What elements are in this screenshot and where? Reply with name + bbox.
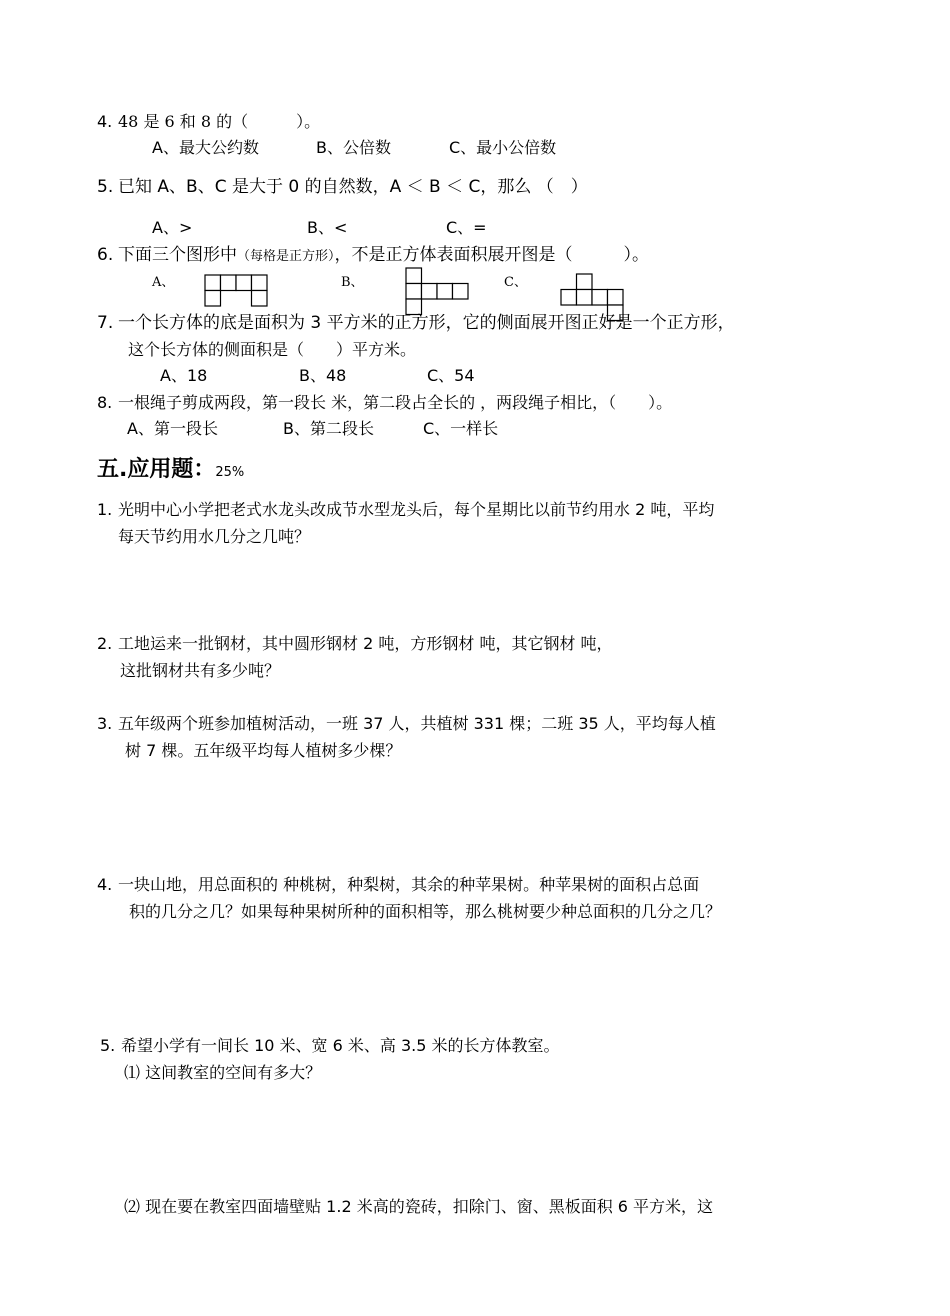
application-4-line2: 积的几分之几？如果每种果树所种的面积相等，那么桃树要少种总面积的几分之几？ [129,902,722,921]
application-3-number: 3. [97,714,113,733]
question-4-number: 4. [97,112,113,131]
question-8-option-a: A、第一段长 [127,419,218,438]
question-6-label-b: B、 [341,275,364,290]
application-4-line1: 一块山地，用总面积的 种桃树，种梨树，其余的种苹果树。种苹果树的面积占总面 [118,875,700,894]
application-4-number: 4. [97,875,113,894]
question-8-number: 8. [97,393,113,412]
question-8-option-b: B、第二段长 [283,419,374,438]
question-6-label-a: A、 [152,275,175,290]
question-5-option-a: A、> [152,218,193,237]
net-figure-a [205,275,269,307]
application-1-line2: 每天节约用水几分之几吨？ [118,527,311,546]
question-8-option-c: C、一样长 [423,419,499,438]
application-1-line1: 光明中心小学把老式水龙头改成节水型龙头后，每个星期比以前节约用水 2 吨，平均 [118,500,715,519]
section-5-weight: 25% [215,465,245,480]
application-2-line2: 这批钢材共有多少吨？ [120,661,281,680]
application-5-sub2: ⑵ 现在要在教室四面墙壁贴 1.2 米高的瓷砖，扣除门、窗、黑板面积 6 平方米，这 [124,1197,714,1216]
application-2-number: 2. [97,634,113,653]
question-7-stem-line2: 这个长方体的侧面积是（ ）平方米。 [128,340,417,359]
question-6-stem: 下面三个图形中（每格是正方形），不是正方体表面积展开图是（ ）。 [118,245,650,265]
question-7-stem: 一个长方体的底是面积为 3 平方米的正方形，它的侧面展开图正好是一个正方形， [118,313,735,333]
question-4-stem: 48 是 6 和 8 的（ ）。 [118,112,321,131]
question-5-number: 5. [97,177,114,197]
net-figure-b [406,268,470,316]
question-7-number: 7. [97,313,114,333]
question-7-option-a: A、18 [160,366,208,385]
section-5-heading: 五.应用题：25% [97,457,245,482]
question-7-option-c: C、54 [427,366,475,385]
question-5-option-c: C、= [446,218,487,237]
question-8-stem: 一根绳子剪成两段，第一段长 米，第二段占全长的 ，两段绳子相比，（ ）。 [118,393,673,412]
application-5-line1: 希望小学有一间长 10 米、宽 6 米、高 3.5 米的长方体教室。 [121,1036,560,1055]
question-5-stem: 已知 A、B、C 是大于 0 的自然数，A ＜ B ＜ C，那么 （ ） [118,177,588,197]
application-3-line2: 树 7 棵。五年级平均每人植树多少棵？ [125,741,402,760]
question-4-option-c: C、最小公倍数 [449,138,557,157]
question-6-number: 6. [97,245,114,265]
question-6-label-c: C、 [504,275,527,290]
question-7-option-b: B、48 [299,366,347,385]
question-4-option-b: B、公倍数 [316,138,391,157]
application-2-line1: 工地运来一批钢材，其中圆形钢材 2 吨，方形钢材 吨，其它钢材 吨， [118,634,613,653]
application-3-line1: 五年级两个班参加植树活动，一班 37 人，共植树 331 棵；二班 35 人，平均每人植 [118,714,716,733]
application-1-number: 1. [97,500,113,519]
question-5-option-b: B、< [307,218,348,237]
application-5-number: 5. [100,1036,116,1055]
application-5-sub1: ⑴ 这间教室的空间有多大？ [124,1063,322,1082]
question-4-option-a: A、最大公约数 [152,138,259,157]
